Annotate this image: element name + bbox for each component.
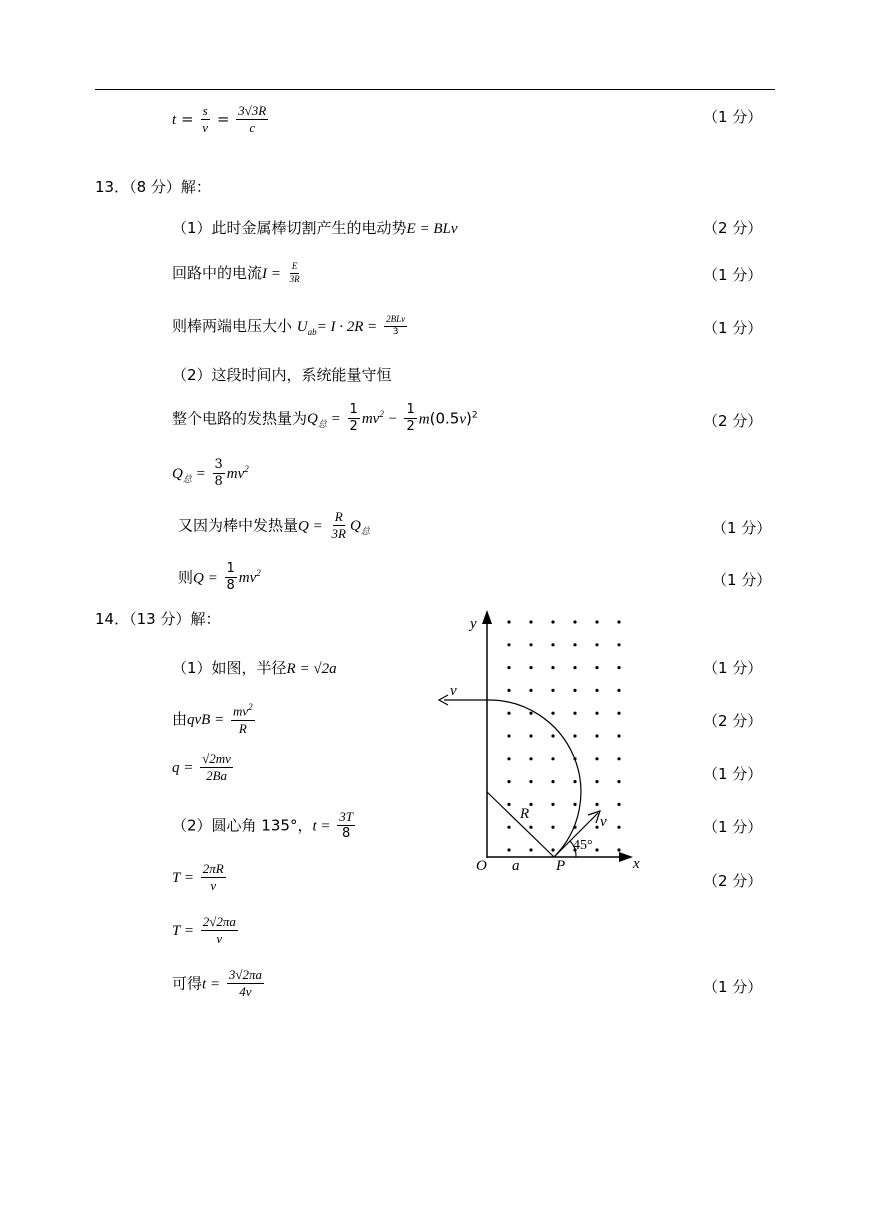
q14-line2 [172, 703, 257, 736]
field-dot [617, 803, 620, 806]
field-dot [573, 712, 576, 715]
math: q = [172, 759, 194, 776]
score: （1 分） [703, 319, 763, 337]
field-dot [507, 620, 510, 623]
field-dot [507, 666, 510, 669]
field-dot [551, 780, 554, 783]
math: $mv^2$ [226, 463, 249, 482]
q13-line3 [172, 315, 409, 338]
q13-line8 [178, 562, 261, 594]
denominator: v [216, 931, 223, 947]
text: 则棒两端电压大小 [172, 316, 293, 335]
fraction [200, 104, 210, 136]
score: （1 分） [703, 818, 763, 836]
fraction [330, 510, 348, 542]
x-axis-arrow [619, 852, 633, 862]
field-dot [529, 689, 532, 692]
q13-line2 [172, 262, 304, 285]
numerator: 3T [337, 810, 355, 826]
math: Q = [298, 518, 323, 535]
field-dot [507, 848, 510, 851]
q13-line4: （2）这段时间内，系统能量守恒 [172, 366, 392, 384]
numerator: 2√2πa [201, 915, 238, 931]
field-dot [551, 643, 554, 646]
score: （1 分） [703, 266, 763, 284]
field-dot [617, 712, 620, 715]
fraction [227, 968, 264, 1000]
field-dot [595, 643, 598, 646]
field-dot [507, 734, 510, 737]
text: （1）此时金属棒切割产生的电动势 [172, 219, 407, 237]
numerator: 3 [213, 458, 225, 474]
denominator: c [249, 120, 256, 136]
field-dot [617, 757, 620, 760]
field-dot [551, 757, 554, 760]
text: 整个电路的发热量为 [172, 409, 308, 428]
field-dot [617, 620, 620, 623]
denominator: 3R [289, 273, 300, 284]
numerator: √2mv [200, 752, 233, 768]
field-dot [573, 643, 576, 646]
field-dot [551, 689, 554, 692]
math: t = [202, 976, 221, 993]
magnetic-field-diagram [430, 608, 650, 878]
field-dot [551, 826, 554, 829]
field-dot [617, 780, 620, 783]
field-dot [551, 666, 554, 669]
field-dot [617, 848, 620, 851]
score: （1 分） [703, 978, 763, 996]
header-rule [95, 89, 775, 90]
math: t = [312, 818, 331, 835]
numerator: 3√3R [236, 104, 268, 120]
text: 由 [172, 709, 188, 728]
denominator: 3 [392, 326, 399, 337]
field-dot [551, 712, 554, 715]
fraction [231, 703, 255, 736]
math: $Q_总$ [349, 518, 370, 537]
angle-label: 45° [573, 838, 593, 853]
field-dot [551, 848, 554, 851]
field-dot [595, 848, 598, 851]
field-dot [507, 643, 510, 646]
field-dot [529, 848, 532, 851]
field-dot [529, 826, 532, 829]
score: （2 分） [703, 872, 763, 890]
field-dot [595, 780, 598, 783]
r-label: R [520, 806, 530, 822]
q13-header: 13．（8 分）解： [95, 178, 211, 196]
field-dot [595, 757, 598, 760]
field-dot [551, 803, 554, 806]
radius-line [487, 792, 554, 857]
field-dot [595, 826, 598, 829]
numerator: s [201, 104, 210, 120]
field-dot [595, 803, 598, 806]
field-dot [507, 757, 510, 760]
q14-line4 [172, 810, 357, 842]
a-label: a [512, 858, 520, 874]
fraction [404, 403, 416, 435]
field-dot [529, 803, 532, 806]
x-label: x [633, 856, 640, 872]
denominator: 3R [331, 526, 346, 542]
math: R = √2a [286, 661, 337, 677]
field-dot [529, 712, 532, 715]
fraction [213, 458, 225, 490]
numerator: 2BLv [384, 315, 407, 327]
q14-header: 14．（13 分）解： [95, 610, 221, 628]
denominator: 8 [226, 578, 235, 594]
score: （1 分） [703, 108, 763, 126]
fraction [288, 262, 302, 285]
v-right-label: v [600, 814, 607, 830]
denominator: v [210, 878, 217, 894]
field-dot [595, 712, 598, 715]
math: T = [172, 869, 194, 886]
field-dot [595, 620, 598, 623]
fraction [201, 862, 226, 894]
denominator: R [238, 720, 247, 736]
field-dot [595, 734, 598, 737]
numerator: 2πR [201, 862, 226, 878]
field-dot [529, 734, 532, 737]
field-dot [617, 643, 620, 646]
math: $Q_总$ = [307, 411, 341, 430]
numerator: 3√2πa [227, 968, 264, 984]
field-dot [529, 643, 532, 646]
p-label: P [556, 858, 566, 874]
denominator: 4v [239, 984, 252, 1000]
math: $mv^2$ − [361, 409, 398, 428]
field-dot [551, 734, 554, 737]
text: （2）圆心角 135°， [172, 816, 313, 835]
q13-line5: 整个电路的发热量为$Q_总$ = $\frac{1}{2}$ $mv^2$ − $\frac{1}{2}$ $m(0.5v)^2$ [172, 402, 478, 435]
math: m [418, 411, 430, 428]
field-dot [573, 689, 576, 692]
text: （1）如图，半径 [172, 659, 287, 677]
q14-line6 [172, 915, 240, 947]
field-dot [573, 803, 576, 806]
score: （1 分） [712, 519, 772, 537]
field-dot [529, 757, 532, 760]
denominator: 2 [406, 419, 415, 435]
field-dot [529, 620, 532, 623]
field-dot [573, 666, 576, 669]
numerator: 1 [348, 403, 360, 419]
v-top-label: v [450, 683, 457, 699]
math: v [459, 411, 466, 428]
fraction [384, 315, 407, 338]
fraction [337, 810, 355, 842]
fraction [348, 403, 360, 435]
text: 可得 [172, 974, 203, 993]
q13-line7 [178, 510, 370, 542]
q14-line7 [172, 968, 266, 1000]
math: $mv^2$ [238, 568, 261, 587]
field-dot [507, 780, 510, 783]
q13-line1 [172, 221, 458, 237]
fraction [201, 915, 238, 947]
q14-line3 [172, 752, 235, 784]
text: 回路中的电流 [172, 263, 263, 282]
numerator: E [290, 262, 300, 274]
q13-line6 [172, 458, 249, 490]
fraction [225, 562, 237, 594]
field-dot [507, 826, 510, 829]
score: （1 分） [712, 571, 772, 589]
math: qvB = [187, 711, 225, 728]
trajectory-arc [487, 700, 581, 857]
field-dot [595, 666, 598, 669]
numerator: 1 [225, 562, 237, 578]
denominator: 2Ba [206, 768, 228, 784]
score: （2 分） [703, 712, 763, 730]
top-formula: t = $\frac{s}{v}$ = $\frac{3√3R}{c}$ [172, 103, 267, 136]
field-dot [617, 689, 620, 692]
field-dot [507, 689, 510, 692]
score: （1 分） [703, 765, 763, 783]
origin-label: O [476, 858, 487, 874]
q14-line5 [172, 862, 228, 894]
u-ab: $U_{ab}$ [296, 318, 317, 337]
numerator: R [333, 510, 345, 526]
q14-line1 [172, 661, 337, 677]
field-dot [617, 666, 620, 669]
field-dot [573, 734, 576, 737]
fraction [236, 104, 268, 136]
field-dot [551, 620, 554, 623]
field-dot [573, 620, 576, 623]
denominator: 8 [342, 826, 351, 842]
field-dot [573, 780, 576, 783]
field-dot [595, 689, 598, 692]
denominator: 2 [349, 419, 358, 435]
score: （1 分） [703, 659, 763, 677]
formula-lhs: t [172, 111, 177, 128]
field-dot [529, 666, 532, 669]
numerator: 1 [404, 403, 416, 419]
math: Q = [193, 570, 218, 587]
score: （2 分） [703, 219, 763, 237]
math: I = [262, 265, 281, 282]
text: 则 [178, 568, 194, 587]
math: E = BLv [406, 221, 458, 237]
numerator: $mv^2$ [231, 703, 255, 721]
math: T = [172, 922, 194, 939]
math: $Q_总$ = [172, 465, 206, 485]
score: （2 分） [703, 412, 763, 430]
y-label: y [470, 616, 477, 632]
y-axis-arrow [482, 610, 492, 624]
field-dot [617, 734, 620, 737]
denominator: 8 [214, 474, 223, 490]
field-dot [617, 826, 620, 829]
fraction [200, 752, 233, 784]
text: 又因为棒中发热量 [178, 516, 299, 535]
field-dot [507, 803, 510, 806]
math: = I · 2R = [316, 318, 378, 335]
field-dot [529, 780, 532, 783]
denominator: v [202, 120, 209, 136]
field-dot [507, 712, 510, 715]
